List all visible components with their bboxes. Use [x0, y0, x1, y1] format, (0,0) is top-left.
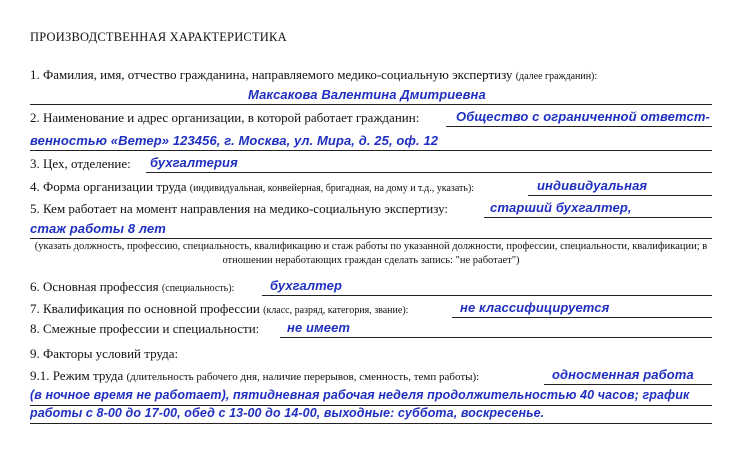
- field-2-label: 2. Наименование и адрес организации, в которой работает гражданин:: [30, 110, 420, 125]
- field-3-value: бухгалтерия: [150, 155, 238, 170]
- field-1-label: [30, 67, 597, 83]
- field-3-underline: [146, 172, 712, 173]
- field-4-note: (индивидуальная, конвейерная, бригадная, на дому и т.д., указать):: [189, 183, 475, 194]
- field-7-label: [30, 301, 408, 317]
- field-6-note: (специальность):: [161, 283, 235, 294]
- field-9-1-value-line3: работы с 8-00 до 17-00, обед с 13-00 до 14-00, выходные: суббота, воскресенье.: [30, 406, 545, 420]
- field-9-label: 9. Факторы условий труда:: [30, 346, 179, 361]
- field-8-underline: [280, 337, 712, 338]
- field-1-note: (далее гражданин):: [515, 71, 598, 82]
- field-6-underline: [262, 295, 712, 296]
- field-8-label: 8. Смежные профессии и специальности:: [30, 321, 260, 336]
- field-3-label: 3. Цех, отделение:: [30, 156, 131, 171]
- field-9-1-underline-1: [544, 384, 712, 385]
- field-6-value: бухгалтер: [270, 278, 343, 293]
- field-6-label-text: 6. Основная профессия: [30, 279, 159, 294]
- field-7-note: (класс, разряд, категория, звание):: [263, 305, 409, 316]
- field-2-value-line2: венностью «Ветер» 123456, г. Москва, ул. Мира, д. 25, оф. 12: [30, 133, 439, 148]
- document-title: ПРОИЗВОДСТВЕННАЯ ХАРАКТЕРИСТИКА: [30, 30, 287, 44]
- field-8-value: не имеет: [287, 320, 351, 335]
- field-2-underline-1: [446, 126, 712, 127]
- field-9-1-label: [30, 368, 479, 384]
- field-7-value: не классифицируется: [460, 300, 610, 315]
- field-9-1-label-text: 9.1. Режим труда: [30, 368, 124, 383]
- field-2-underline-2: [30, 150, 712, 151]
- field-4-underline: [528, 195, 712, 196]
- field-1-label-text: 1. Фамилия, имя, отчество гражданина, направляемого медико-социальную экспертизу: [30, 67, 513, 82]
- field-7-underline: [452, 317, 712, 318]
- field-5-underline-1: [484, 217, 712, 218]
- field-1-value: Максакова Валентина Дмитриевна: [248, 87, 486, 102]
- field-4-value: индивидуальная: [537, 178, 648, 193]
- field-9-1-note: (длительность рабочего дня, наличие перерывов, сменность, темп работы):: [126, 371, 480, 383]
- field-5-note: (указать должность, профессию, специальность, квалификацию и стаж работы по указанной должности, профессии, специальности, квалификации; в отношении неработающих граждан сделать запись: "не работает"): [34, 241, 708, 266]
- field-5-underline-2: [30, 238, 712, 239]
- field-2-value-line1: Общество с ограниченной ответст-: [456, 109, 710, 124]
- field-5-label: 5. Кем работает на момент направления на медико-социальную экспертизу:: [30, 201, 449, 216]
- field-9-1-underline-3: [30, 423, 712, 424]
- field-5-value-line1: старший бухгалтер,: [490, 200, 632, 215]
- field-4-label-text: 4. Форма организации труда: [30, 179, 187, 194]
- field-5-value-line2: стаж работы 8 лет: [30, 221, 166, 236]
- field-1-underline: [30, 104, 712, 105]
- field-9-1-value-line1: односменная работа: [552, 367, 694, 382]
- field-6-label: [30, 279, 234, 295]
- field-9-1-value-line2: (в ночное время не работает), пятидневная рабочая неделя продолжительностью 40 часов; график: [30, 388, 690, 402]
- field-7-label-text: 7. Квалификация по основной профессии: [30, 301, 260, 316]
- field-4-label: [30, 179, 474, 195]
